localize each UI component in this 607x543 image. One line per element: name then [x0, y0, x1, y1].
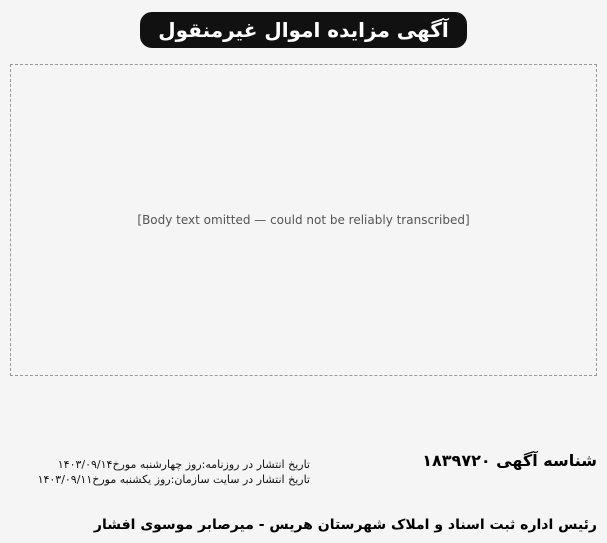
- publication-dates: [10, 457, 310, 487]
- website-date: تاریخ انتشار در سایت سازمان:روز یکشنبه مورخ۱۴۰۳/۰۹/۱۱: [37, 473, 310, 486]
- header: [10, 8, 597, 52]
- signature: رئیس اداره ثبت اسناد و املاک شهرستان هریس - میرصابر موسوی افشار: [93, 517, 597, 533]
- newspaper-date: تاریخ انتشار در روزنامه:روز چهارشنبه مورخ۱۴۰۳/۰۹/۱۴: [57, 458, 310, 471]
- issue-id: شناسه آگهی ۱۸۳۹۷۲۰: [422, 451, 597, 470]
- notice-title: آگهی مزایده اموال غیرمنقول: [140, 12, 466, 48]
- notice-body: [10, 64, 597, 376]
- footer: [10, 451, 597, 533]
- body-placeholder: [Body text omitted — could not be reliably transcribed]: [10, 64, 597, 376]
